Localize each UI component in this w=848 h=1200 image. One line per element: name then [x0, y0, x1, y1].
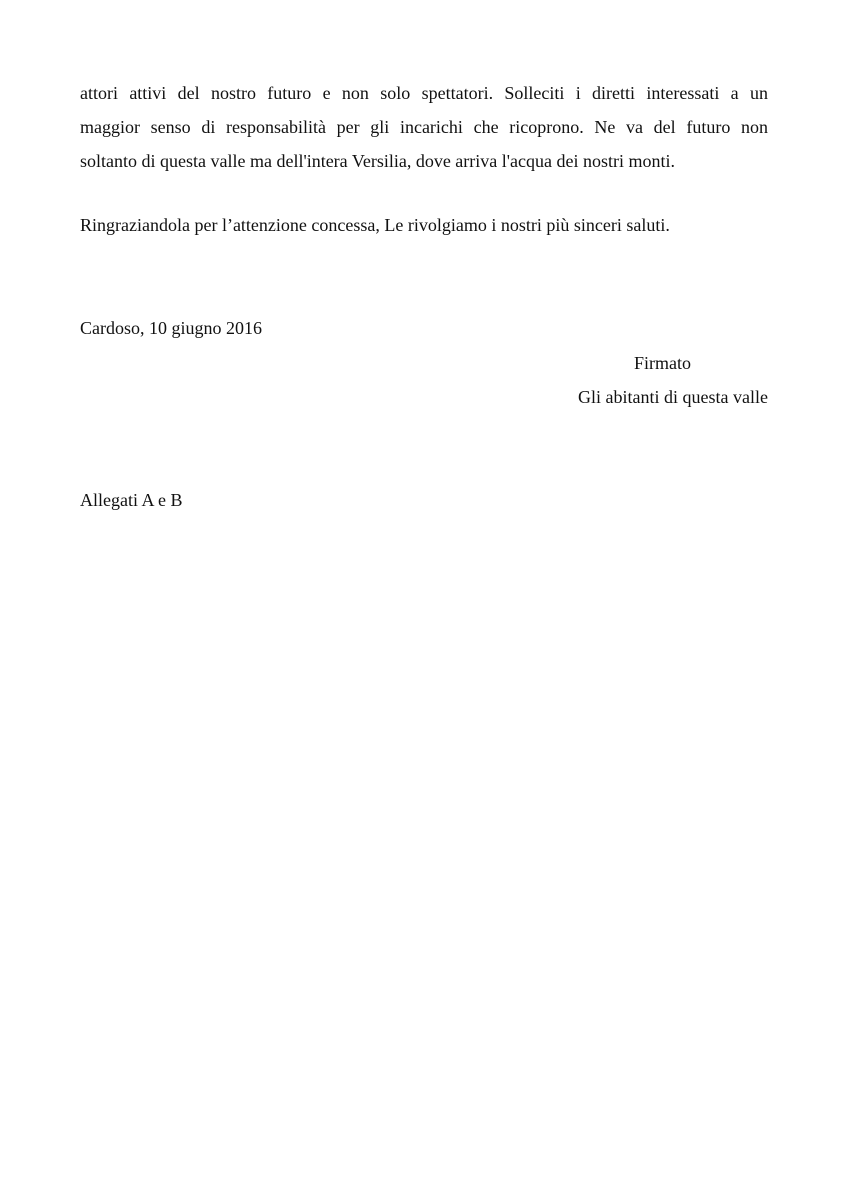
letter-paragraph-thanks: [80, 208, 768, 242]
paragraph-line: maggior senso di responsabilità per gli incarichi che ricoprono. Ne va del futuro non: [80, 117, 768, 137]
paragraph-line: Ringraziandola per l’attenzione concessa, Le rivolgiamo i nostri più sinceri saluti.: [80, 215, 670, 235]
letter-paragraph-closing-appeal: [80, 76, 768, 178]
place-and-date: Cardoso, 10 giugno 2016: [80, 318, 262, 338]
paragraph-line: attori attivi del nostro futuro e non solo spettatori. Solleciti i diretti interessati a un: [80, 83, 768, 103]
paragraph-line: soltanto di questa valle ma dell'intera Versilia, dove arriva l'acqua dei nostri monti.: [80, 151, 675, 171]
signature-label: Firmato: [634, 353, 691, 373]
letter-dateline: [80, 311, 768, 345]
signature-name: Gli abitanti di questa valle: [578, 387, 768, 407]
letter-attachments: [80, 483, 768, 517]
attachments-note: Allegati A e B: [80, 490, 183, 510]
